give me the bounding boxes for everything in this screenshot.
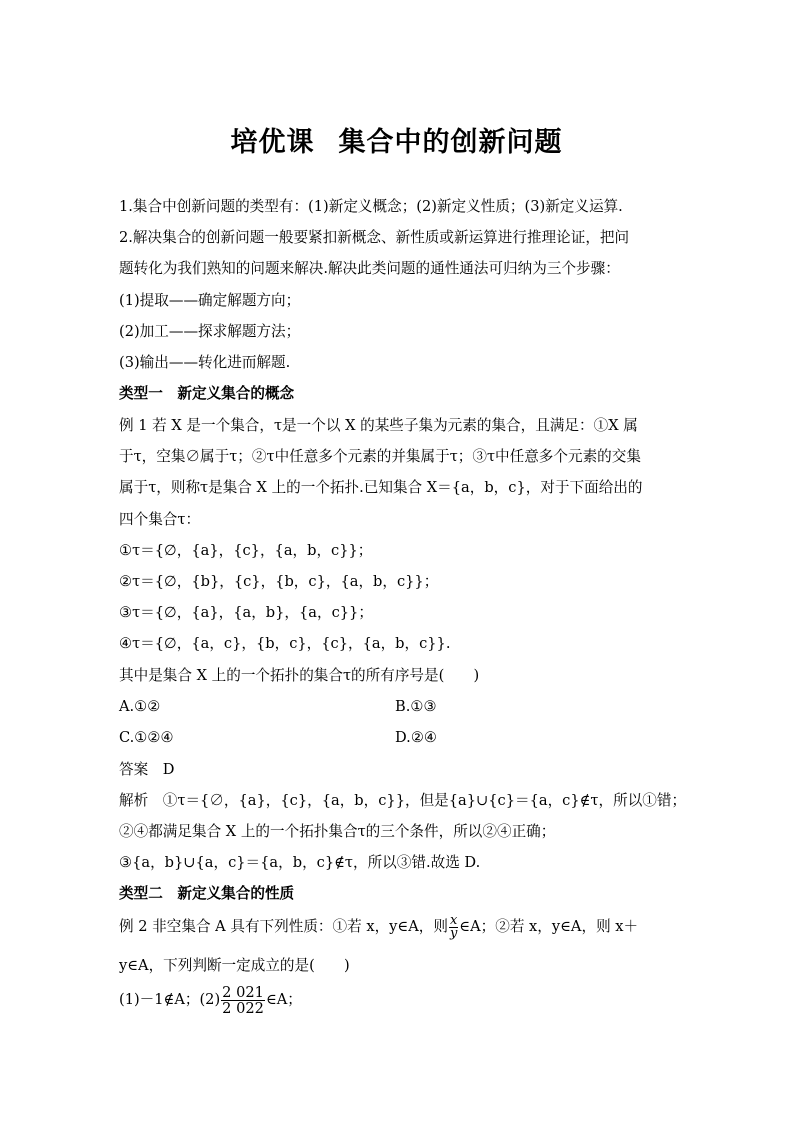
example1-line-2: 于τ，空集∅属于τ；②τ中任意多个元素的并集属于τ；③τ中任意多个元素的交集	[119, 448, 641, 465]
example1-question: 其中是集合 X 上的一个拓扑的集合τ的所有序号是( )	[119, 667, 480, 684]
example1-line-4: 四个集合τ：	[119, 511, 201, 528]
example2-text-before: 例 2 非空集合 A 具有下列性质：①若 x，y∈A，则	[119, 918, 448, 935]
example2-line-2: y∈A，下列判断一定成立的是( )	[119, 957, 350, 974]
set-option-2: ②τ＝{∅，{b}，{c}，{b，c}，{a，b，c}}；	[119, 573, 439, 590]
step-output: (3)输出——转化进而解题.	[119, 354, 291, 371]
set-option-1: ①τ＝{∅，{a}，{c}，{a，b，c}}；	[119, 542, 373, 559]
choice-row-2	[119, 728, 437, 748]
answer: 答案 D	[119, 761, 175, 778]
title-part-2: 集合中的创新问题	[338, 127, 563, 158]
intro-line-3: 题转化为我们熟知的问题来解决.解决此类问题的通性通法可归纳为三个步骤：	[119, 260, 620, 277]
choice-row-1	[119, 697, 437, 717]
solution-line-1: 解析 ①τ＝{∅，{a}，{c}，{a，b，c}}，但是{a}∪{c}＝{a，c}∉τ，所以①错；	[119, 792, 687, 809]
fraction-numerator: 2 021	[222, 983, 264, 1001]
step-extract: (1)提取——确定解题方向；	[119, 292, 301, 309]
statement-text-after: ∈A；	[265, 991, 302, 1008]
choice-a: A.①②	[119, 698, 161, 715]
intro-line-2: 2.解决集合的创新问题一般要紧扣新概念、新性质或新运算进行推理论证，把问	[119, 229, 630, 246]
example1-line-1: 例 1 若 X 是一个集合，τ是一个以 X 的某些子集为元素的集合，且满足：①X 属	[119, 417, 638, 434]
statement-list	[119, 982, 302, 1018]
choice-c: C.①②④	[119, 729, 174, 746]
title-part-1: 培优课	[230, 127, 315, 158]
choice-b: B.①③	[395, 698, 437, 715]
type1-heading: 类型一 新定义集合的概念	[119, 385, 295, 402]
type2-heading: 类型二 新定义集合的性质	[119, 885, 295, 902]
solution-line-2: ②④都满足集合 X 上的一个拓扑集合τ的三个条件，所以②④正确；	[119, 823, 556, 840]
step-process: (2)加工——探求解题方法；	[119, 323, 301, 340]
example2-line-1	[119, 913, 638, 941]
fraction-2021-over-2022	[221, 985, 265, 1016]
choice-d: D.②④	[395, 729, 437, 746]
fraction-denominator: 2 022	[222, 999, 264, 1017]
set-option-3: ③τ＝{∅，{a}，{a，b}，{a，c}}；	[119, 604, 373, 621]
intro-line-1: 1.集合中创新问题的类型有：(1)新定义概念；(2)新定义性质；(3)新定义运算.	[119, 198, 623, 215]
solution-line-3: ③{a，b}∪{a，c}＝{a，b，c}∉τ，所以③错.故选 D.	[119, 854, 481, 871]
fraction-x-over-y	[449, 912, 458, 941]
statement-text-before: (1)－1∉A；(2)	[119, 991, 221, 1008]
fraction-numerator: x	[449, 912, 458, 928]
fraction-denominator: y	[449, 925, 458, 941]
example2-text-after: ∈A；②若 x，y∈A，则 x＋	[459, 918, 639, 935]
set-option-4: ④τ＝{∅，{a，c}，{b，c}，{c}，{a，b，c}}.	[119, 635, 451, 652]
page-title	[0, 125, 793, 161]
example1-line-3: 属于τ，则称τ是集合 X 上的一个拓扑.已知集合 X＝{a，b，c}，对于下面给出的	[119, 479, 643, 496]
